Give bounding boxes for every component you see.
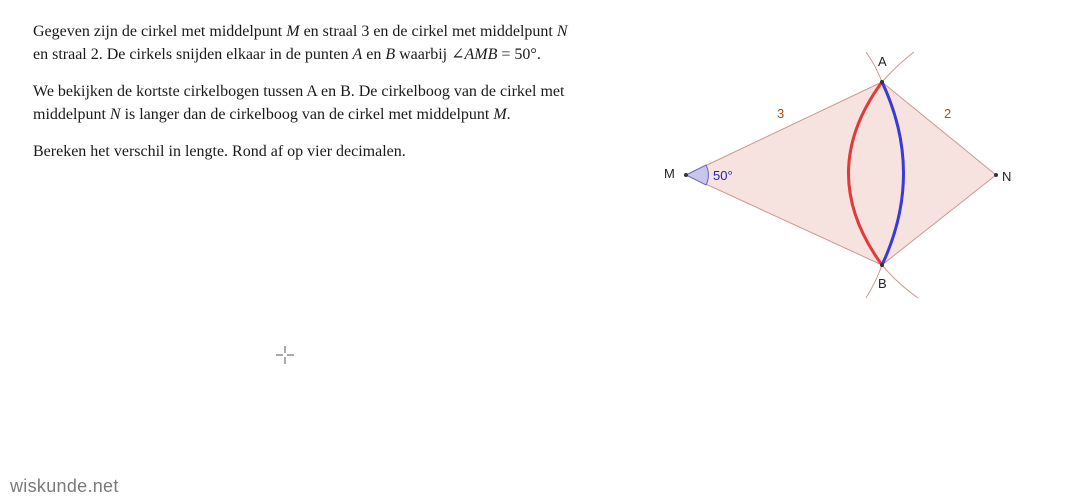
label-angle: 50°: [713, 168, 733, 183]
var-m: M: [493, 106, 507, 123]
label-m: M: [664, 166, 675, 181]
text: Gegeven zijn de cirkel met middelpunt: [33, 23, 287, 40]
point-n: [994, 173, 998, 177]
point-m: [684, 173, 688, 177]
circle-n-extension-bottom: [882, 265, 918, 298]
label-n: N: [1002, 169, 1012, 184]
label-radius-m: 3: [777, 106, 785, 121]
problem-paragraph-3: Bereken het verschil in lengte. Rond af op vier decimalen.: [33, 143, 406, 160]
var-amb: AMB: [464, 46, 498, 63]
var-b: B: [385, 46, 396, 63]
text: en straal 2. De cirkels snijden elkaar in de punten: [33, 46, 353, 63]
text: is langer dan de cirkelboog van de cirkel met middelpunt: [120, 106, 494, 123]
text: We bekijken de kortste cirkelbogen tussen A en B. De cirkelboog van de cirkel met middelpunt: [33, 83, 565, 123]
angle-marker: [686, 165, 708, 185]
var-m: M: [286, 23, 300, 40]
var-n: N: [109, 106, 121, 123]
circle-n-extension-top: [882, 52, 914, 82]
text: en: [362, 46, 386, 63]
text: waarbij ∠: [395, 46, 465, 63]
var-n: N: [556, 23, 568, 40]
text: .: [506, 106, 511, 123]
crosshair-cursor-icon: [276, 346, 294, 364]
point-b: [880, 263, 884, 267]
text: en straal 3 en de cirkel met middelpunt: [299, 23, 557, 40]
label-radius-n: 2: [944, 106, 952, 121]
label-b: B: [878, 276, 887, 291]
watermark: wiskunde.net: [10, 476, 119, 496]
var-a: A: [352, 46, 363, 63]
label-a: A: [878, 54, 887, 69]
text: = 50°.: [497, 46, 541, 63]
point-a: [880, 80, 884, 84]
